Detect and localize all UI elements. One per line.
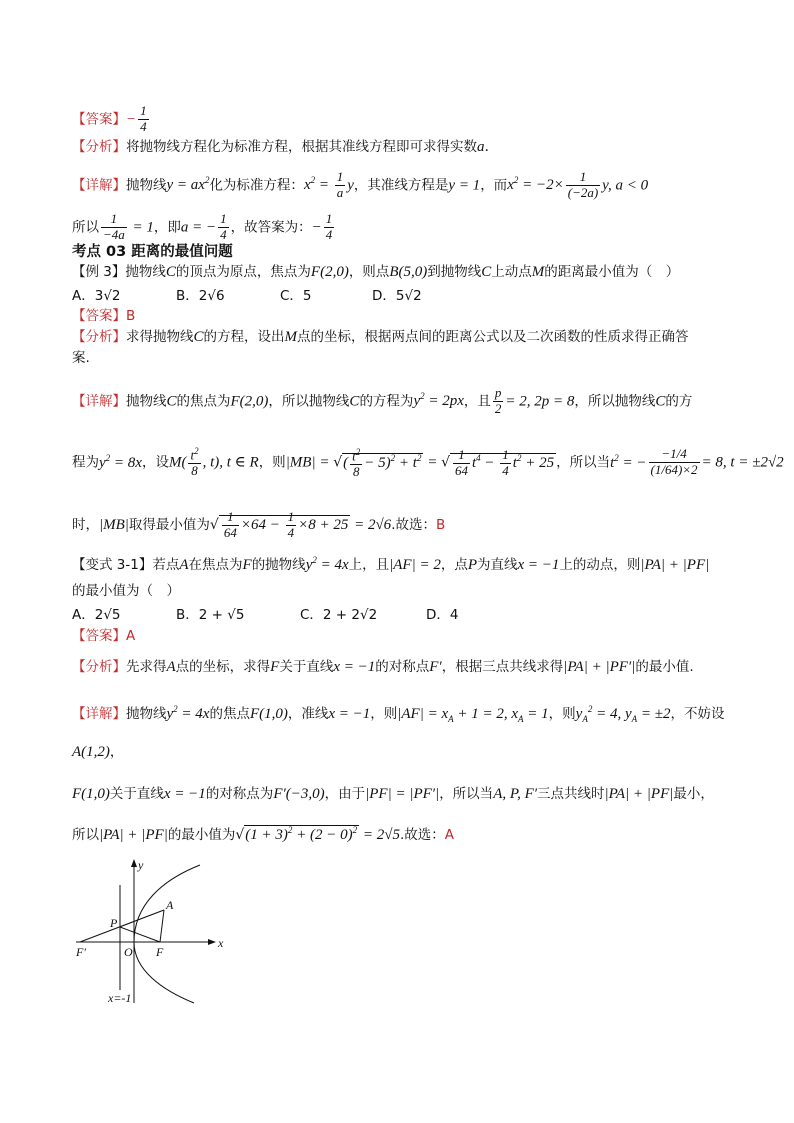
option-a: A．3√2 bbox=[72, 288, 121, 304]
example3-detail-2: 程为$y^2 = 8x$，设M( $\frac{t^2}{8}$ , t), t ∈ R，则|MB| = √( $\frac{t^2}{8}$ − $5)^2 + t^2$ = √ $\frac{1}{64}$ $t^4$ − $\frac{1}{4}$ $t^2 + 25$ ，所以当$t^2$ = − $\frac{-1/4}{(1/64)\times 2}$ = 8, t = ±2√2 bbox=[72, 446, 784, 479]
variant31-detail-2: A(1,2)， bbox=[72, 744, 124, 760]
option-c: C．5 bbox=[280, 288, 312, 304]
answer-fraction: $\frac{1}{4}$ bbox=[140, 103, 147, 134]
example3-analysis: 【分析】求得抛物线C的方程，设出M点的坐标，根据两点间的距离公式以及二次函数的性质求得正确答 bbox=[72, 329, 689, 345]
segment-p-f bbox=[120, 927, 160, 942]
origin-label: O bbox=[124, 945, 133, 959]
variant31-answer: 【答案】A bbox=[72, 628, 136, 644]
x-axis-arrow bbox=[208, 939, 216, 945]
option-b: B．2√6 bbox=[176, 288, 225, 304]
option-c: C．2 + 2√2 bbox=[300, 607, 378, 623]
example3-options bbox=[72, 289, 422, 304]
variant31-stem-2: 的最小值为（ ） bbox=[72, 583, 180, 599]
prev-analysis-line: 【分析】将抛物线方程化为标准方程，根据其准线方程即可求得实数a. bbox=[72, 139, 489, 155]
parabola-figure bbox=[72, 855, 232, 1007]
variant31-detail-1: 【详解】抛物线$y^2 = 4x$的焦点F(1,0)，准线x = −1，则$|AF| = x_A + 1 = 2$, $x_A = 1$，则$y_A^2 = 4$, $y_A = \pm 2$，不妨设 bbox=[72, 704, 725, 724]
point-a-label: A bbox=[166, 898, 174, 912]
variant31-detail-3: F(1,0)关于直线x = −1的对称点为F′(−3,0)，由于|PF| = |PF′|，所以当A, P, F′三点共线时|PA| + |PF|最小， bbox=[72, 786, 714, 802]
example3-detail-3: 时，|MB|取得最小值为√ $\frac{1}{64}$ ×64 − $\frac{1}{4}$ ×8 + 25 = 2√6.故选：B bbox=[72, 509, 446, 540]
y-axis-label: y bbox=[138, 858, 144, 872]
option-d: D．5√2 bbox=[372, 288, 422, 304]
x-axis-label: x bbox=[218, 936, 224, 950]
variant31-analysis: 【分析】先求得A点的坐标，求得F关于直线x = −1的对称点F′，根据三点共线求得|PA| + |PF′|的最小值. bbox=[72, 659, 694, 675]
example3-answer: 【答案】B bbox=[72, 308, 136, 324]
example3-detail-1: 【详解】抛物线C的焦点为F(2,0)，所以抛物线C的方程为$y^2 = 2px$，且 $\frac{p}{2}$ = 2, 2p = 8，所以抛物线C的方 bbox=[72, 385, 693, 416]
focus-label: F bbox=[156, 945, 164, 959]
variant31-options bbox=[72, 608, 458, 623]
directrix-label: x=-1 bbox=[108, 991, 132, 1005]
segment-f-a bbox=[160, 910, 164, 942]
option-d: D．4 bbox=[426, 607, 459, 623]
reflected-focus-label: F′ bbox=[76, 945, 86, 959]
prev-detail-line-2: 所以 $\frac{1}{-4a}$ = 1，即a = − $\frac{1}{4}$ ，故答案为：− $\frac{1}{4}$ bbox=[72, 211, 333, 242]
variant31-detail-4: 所以|PA| + |PF|的最小值为$√(1 + 3)^2 + (2 - 0)^2 = 2√5$.故选：A bbox=[72, 825, 455, 843]
example3-analysis-2: 案. bbox=[72, 350, 90, 366]
segment-p-a bbox=[120, 910, 164, 927]
variant31-stem: 【变式 3-1】若点A在焦点为F的抛物线$y^2 = 4x$上，且|AF| = 2，点P为直线x = −1上的动点，则|PA| + |PF| bbox=[72, 555, 710, 573]
parabola-lower bbox=[134, 942, 194, 1003]
example3-stem: 【例 3】抛物线C的顶点为原点，焦点为F(2,0)，则点B(5,0)到抛物线C上动点M的距离最小值为（ ） bbox=[72, 264, 680, 280]
prev-answer-line: 【答案】− $\frac{1}{4}$ bbox=[72, 103, 147, 134]
option-b: B．2 + √5 bbox=[176, 607, 245, 623]
option-a: A．2√5 bbox=[72, 607, 121, 623]
point-p-label: P bbox=[110, 916, 118, 930]
prev-detail-line: 【详解】抛物线$y = ax^2$化为标准方程：$x^2$ = $\frac{1}{a}$ y，其准线方程是y = 1，而$x^2 = -2\times$ $\frac{1}{(-2a)}$ y, a < 0 bbox=[72, 169, 649, 200]
section-heading: 考点 03 距离的最值问题 bbox=[72, 244, 233, 260]
y-axis-arrow bbox=[131, 859, 137, 867]
